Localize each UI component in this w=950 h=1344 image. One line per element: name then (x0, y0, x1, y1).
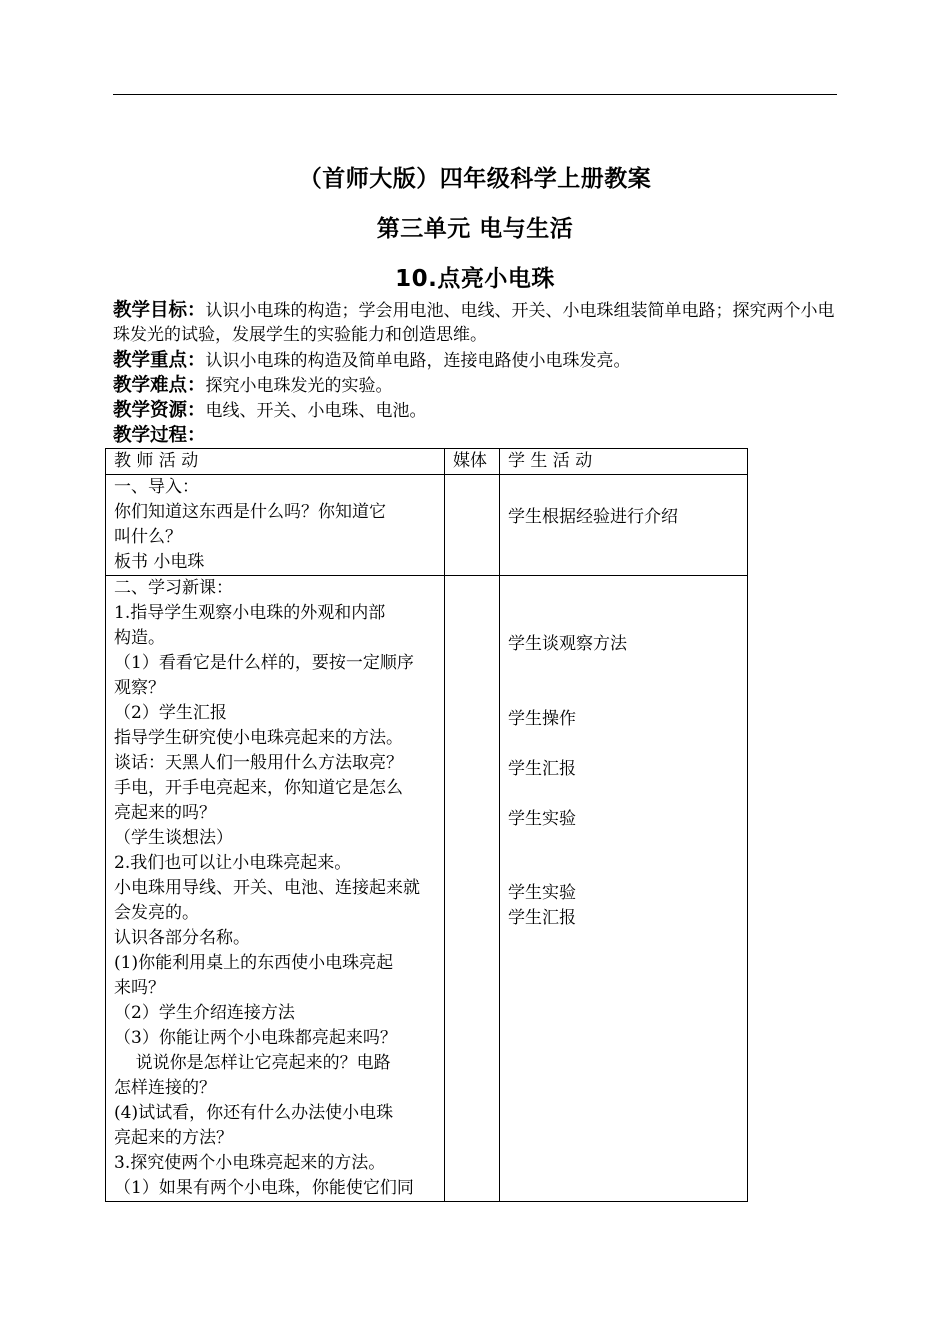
header-rule (113, 94, 837, 95)
table-row (106, 576, 748, 1202)
teacher-line: 谈话：天黑人们一般用什么方法取亮？ (114, 753, 403, 773)
key-point-text: 认识小电珠的构造及简单电路，连接电路使小电珠发亮。 (205, 351, 631, 371)
teacher-line: （2）学生汇报 (114, 703, 227, 723)
teacher-line: 叫什么？ (114, 527, 182, 547)
teaching-difficulty (113, 374, 839, 398)
teaching-process (113, 424, 839, 448)
process-label: 教学过程： (113, 425, 206, 446)
teacher-line: 亮起来的方法？ (114, 1128, 233, 1148)
student-line: 学生实验 (508, 809, 576, 829)
unit-title: 第三单元 电与生活 (376, 216, 574, 242)
student-line: 学生实验 (508, 883, 576, 903)
resources-label: 教学资源： (113, 400, 206, 421)
teacher-line: （2）学生介绍连接方法 (114, 1003, 295, 1023)
student-line: 学生汇报 (508, 759, 576, 779)
teacher-line: 3.探究使两个小电珠亮起来的方法。 (114, 1153, 386, 1173)
teaching-resources (113, 399, 839, 423)
teacher-line: 二、学习新课： (114, 578, 233, 598)
header-teacher-activity: 教 师 活 动 (106, 449, 445, 475)
teacher-line: 亮起来的吗？ (114, 803, 216, 823)
teaching-goal-text: 认识小电珠的构造；学会用电池、电线、开关、小电珠组装简单电路；探究两个小电珠发光的试验，发展学生的实验能力和创造思维。 (113, 301, 835, 345)
teacher-line: (1)你能利用桌上的东西使小电珠亮起 (114, 953, 394, 973)
teacher-line: (4)试试看，你还有什么办法使小电珠 (114, 1103, 394, 1123)
resources-text: 电线、开关、小电珠、电池。 (205, 401, 427, 421)
student-line: 学生汇报 (508, 908, 576, 928)
student-line: 学生谈观察方法 (508, 634, 627, 654)
teacher-line: 你们知道这东西是什么吗？你知道它 (114, 502, 386, 522)
teacher-line: （3）你能让两个小电珠都亮起来吗？ (114, 1028, 397, 1048)
teacher-line: 板书 小电珠 (114, 552, 205, 572)
student-line: 学生操作 (508, 709, 576, 729)
media-cell (445, 475, 500, 576)
teacher-line: 一、导入： (114, 477, 199, 497)
teacher-line: 怎样连接的？ (114, 1078, 216, 1098)
difficulty-label: 教学难点： (113, 375, 206, 396)
student-activity-cell (500, 576, 748, 1202)
teacher-line: （1）如果有两个小电珠，你能使它们同 (114, 1178, 414, 1198)
teacher-activity-cell (106, 576, 445, 1202)
lesson-title: 10.点亮小电珠 (395, 266, 555, 292)
table-header-row (106, 449, 748, 475)
teacher-line: 构造。 (114, 628, 165, 648)
student-line: 学生根据经验进行介绍 (508, 507, 678, 527)
key-point-label: 教学重点： (113, 350, 206, 371)
teacher-line: 观察？ (114, 678, 165, 698)
teacher-line: 1.指导学生观察小电珠的外观和内部 (114, 603, 386, 623)
header-media: 媒体 (445, 449, 500, 475)
table-row (106, 475, 748, 576)
teacher-activity-cell (106, 475, 445, 576)
lesson-plan-table (105, 448, 748, 1202)
teacher-line: 来吗？ (114, 978, 165, 998)
teacher-line: 指导学生研究使小电珠亮起来的方法。 (114, 728, 403, 748)
teaching-key-point (113, 349, 839, 373)
teacher-line: 认识各部分名称。 (114, 928, 250, 948)
teacher-line: 2.我们也可以让小电珠亮起来。 (114, 853, 352, 873)
teacher-line: （学生谈想法） (114, 828, 233, 848)
teacher-line: 小电珠用导线、开关、电池、连接起来就 (114, 878, 420, 898)
student-activity-cell (500, 475, 748, 576)
media-cell (445, 576, 500, 1202)
teacher-line: 说说你是怎样让它亮起来的？电路 (114, 1053, 391, 1073)
difficulty-text: 探究小电珠发光的实验。 (205, 376, 393, 396)
document-title: （首师大版）四年级科学上册教案 (298, 166, 652, 192)
teaching-goal-label: 教学目标： (113, 300, 206, 321)
teacher-line: 会发亮的。 (114, 903, 199, 923)
teacher-line: 手电，开手电亮起来，你知道它是怎么 (114, 778, 403, 798)
teacher-line: （1）看看它是什么样的，要按一定顺序 (114, 653, 414, 673)
teaching-goal (113, 299, 839, 347)
header-student-activity: 学 生 活 动 (500, 449, 748, 475)
